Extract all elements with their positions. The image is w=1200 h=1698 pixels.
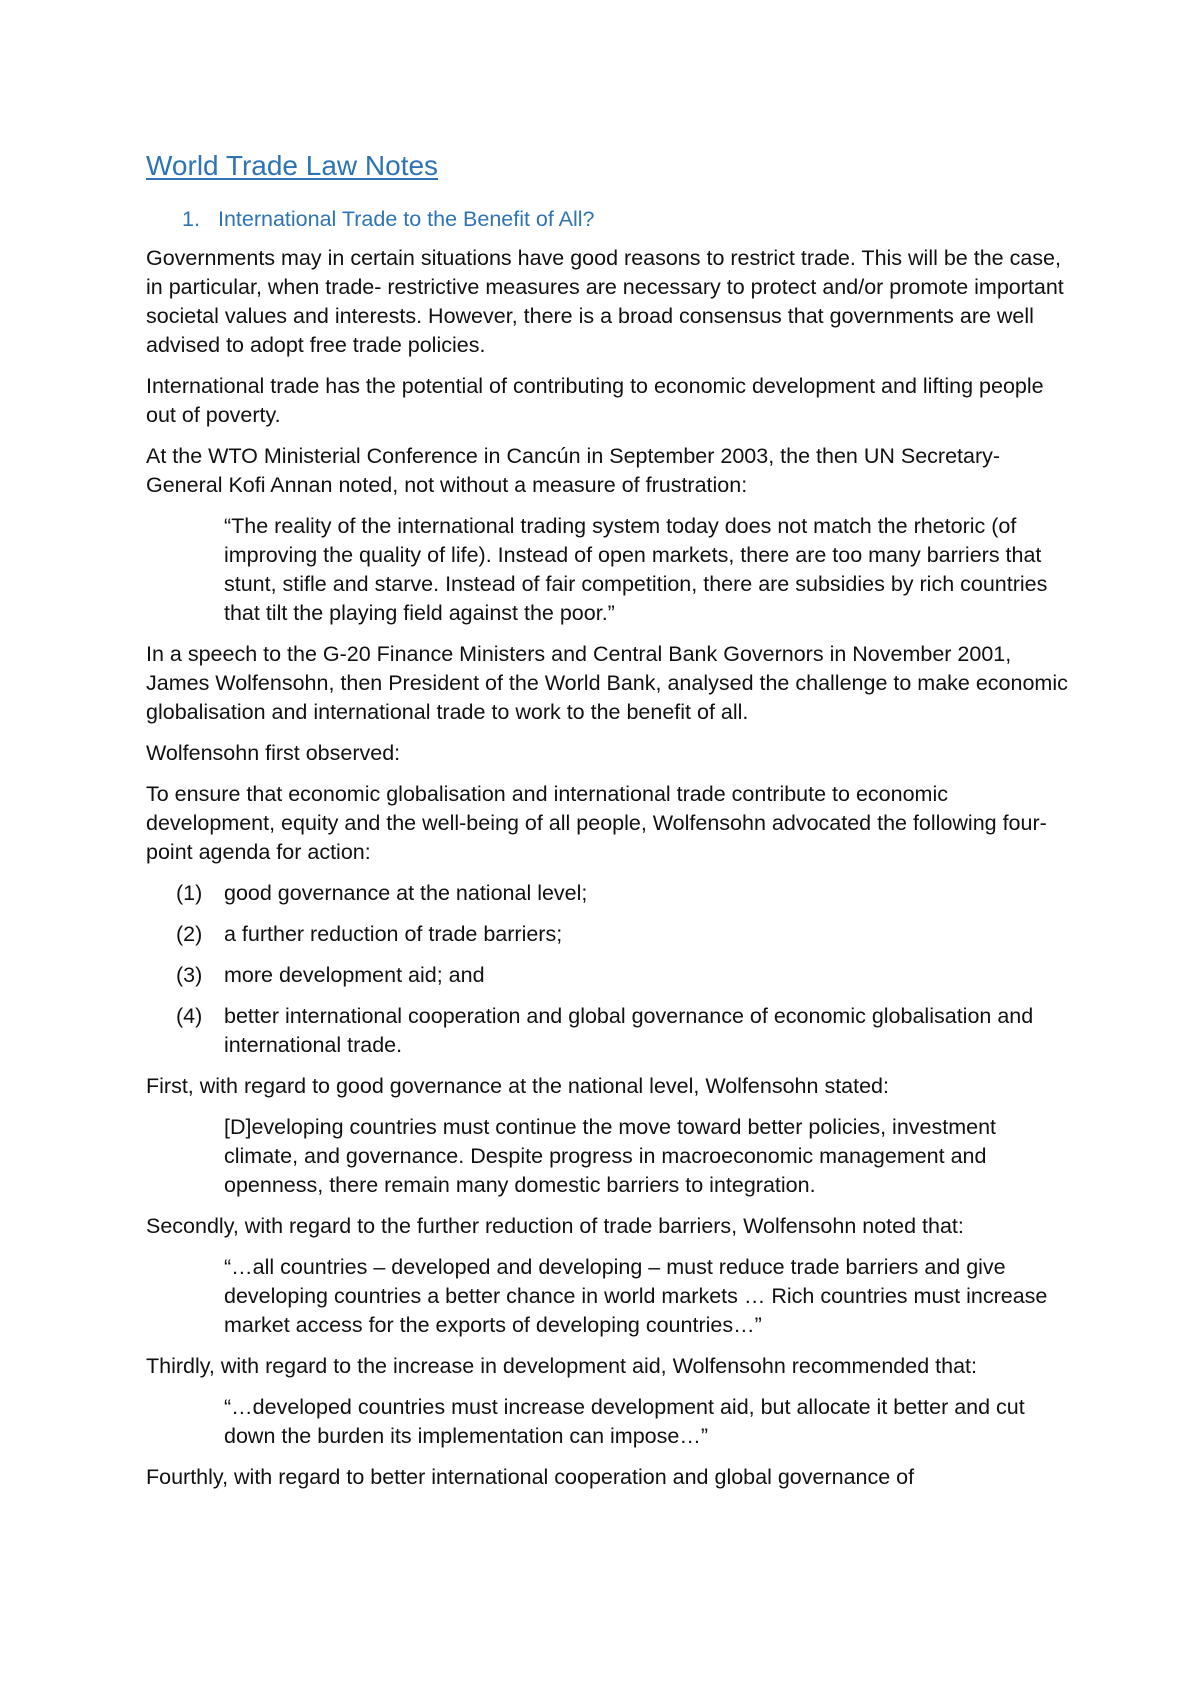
- paragraph: Thirdly, with regard to the increase in development aid, Wolfensohn recommended that:: [146, 1354, 977, 1378]
- list-item: [146, 961, 1076, 990]
- list-item: [146, 879, 1076, 908]
- agenda-list: [146, 879, 1076, 1060]
- list-marker: (4): [176, 1004, 203, 1028]
- paragraph: First, with regard to good governance at the national level, Wolfensohn stated:: [146, 1074, 889, 1098]
- document-body: [146, 148, 1076, 1504]
- paragraph: In a speech to the G-20 Finance Ministers and Central Bank Governors in November 2001, James Wolfensohn, then President of the World Bank, analysed the challenge to make economic globalisation and international trade to work to the benefit of all.: [146, 642, 1068, 724]
- list-marker: (1): [176, 881, 203, 905]
- list-item: [146, 920, 1076, 949]
- paragraph: Secondly, with regard to the further reduction of trade barriers, Wolfensohn noted that:: [146, 1214, 964, 1238]
- block-quote: [D]eveloping countries must continue the move toward better policies, investment climate, and governance. Despite progress in macroeconomic management and openness, there remain many domestic barriers to integration.: [224, 1115, 997, 1197]
- list-item-text: a further reduction of trade barriers;: [224, 922, 563, 946]
- list-item: [146, 1002, 1076, 1060]
- paragraph: Wolfensohn first observed:: [146, 741, 401, 765]
- paragraph: To ensure that economic globalisation and international trade contribute to economic development, equity and the well-being of all people, Wolfensohn advocated the following four-point agenda for action:: [146, 782, 1047, 864]
- list-item-text: more development aid; and: [224, 963, 485, 987]
- document-title: World Trade Law Notes: [146, 150, 439, 181]
- paragraph: At the WTO Ministerial Conference in Cancún in September 2003, the then UN Secretary-General Kofi Annan noted, not without a measure of frustration:: [146, 444, 1001, 497]
- block-quote: “…developed countries must increase development aid, but allocate it better and cut down the burden its implementation can impose…”: [224, 1395, 1025, 1448]
- section-heading-text: International Trade to the Benefit of All?: [218, 207, 595, 231]
- list-item-text: good governance at the national level;: [224, 881, 588, 905]
- section-heading: [146, 204, 1076, 234]
- block-quote: “…all countries – developed and developing – must reduce trade barriers and give developing countries a better chance in world markets … Rich countries must increase market access for the exports of developing countries…”: [224, 1255, 1048, 1337]
- paragraph: Fourthly, with regard to better international cooperation and global governance of: [146, 1465, 915, 1489]
- list-marker: (3): [176, 963, 203, 987]
- paragraph: International trade has the potential of contributing to economic development and lifting people out of poverty.: [146, 374, 1044, 427]
- paragraph: Governments may in certain situations have good reasons to restrict trade. This will be the case, in particular, when trade- restrictive measures are necessary to protect and/or promote important societal values and interests. However, there is a broad consensus that governments are well advised to adopt free trade policies.: [146, 246, 1064, 357]
- block-quote: “The reality of the international trading system today does not match the rhetoric (of improving the quality of life). Instead of open markets, there are too many barriers that stunt, stifle and starve. Instead of fair competition, there are subsidies by rich countries that tilt the playing field against the poor.”: [224, 514, 1048, 625]
- list-marker: (2): [176, 922, 203, 946]
- list-item-text: better international cooperation and global governance of economic globalisation and international trade.: [224, 1004, 1034, 1057]
- section-number: 1.: [182, 207, 200, 231]
